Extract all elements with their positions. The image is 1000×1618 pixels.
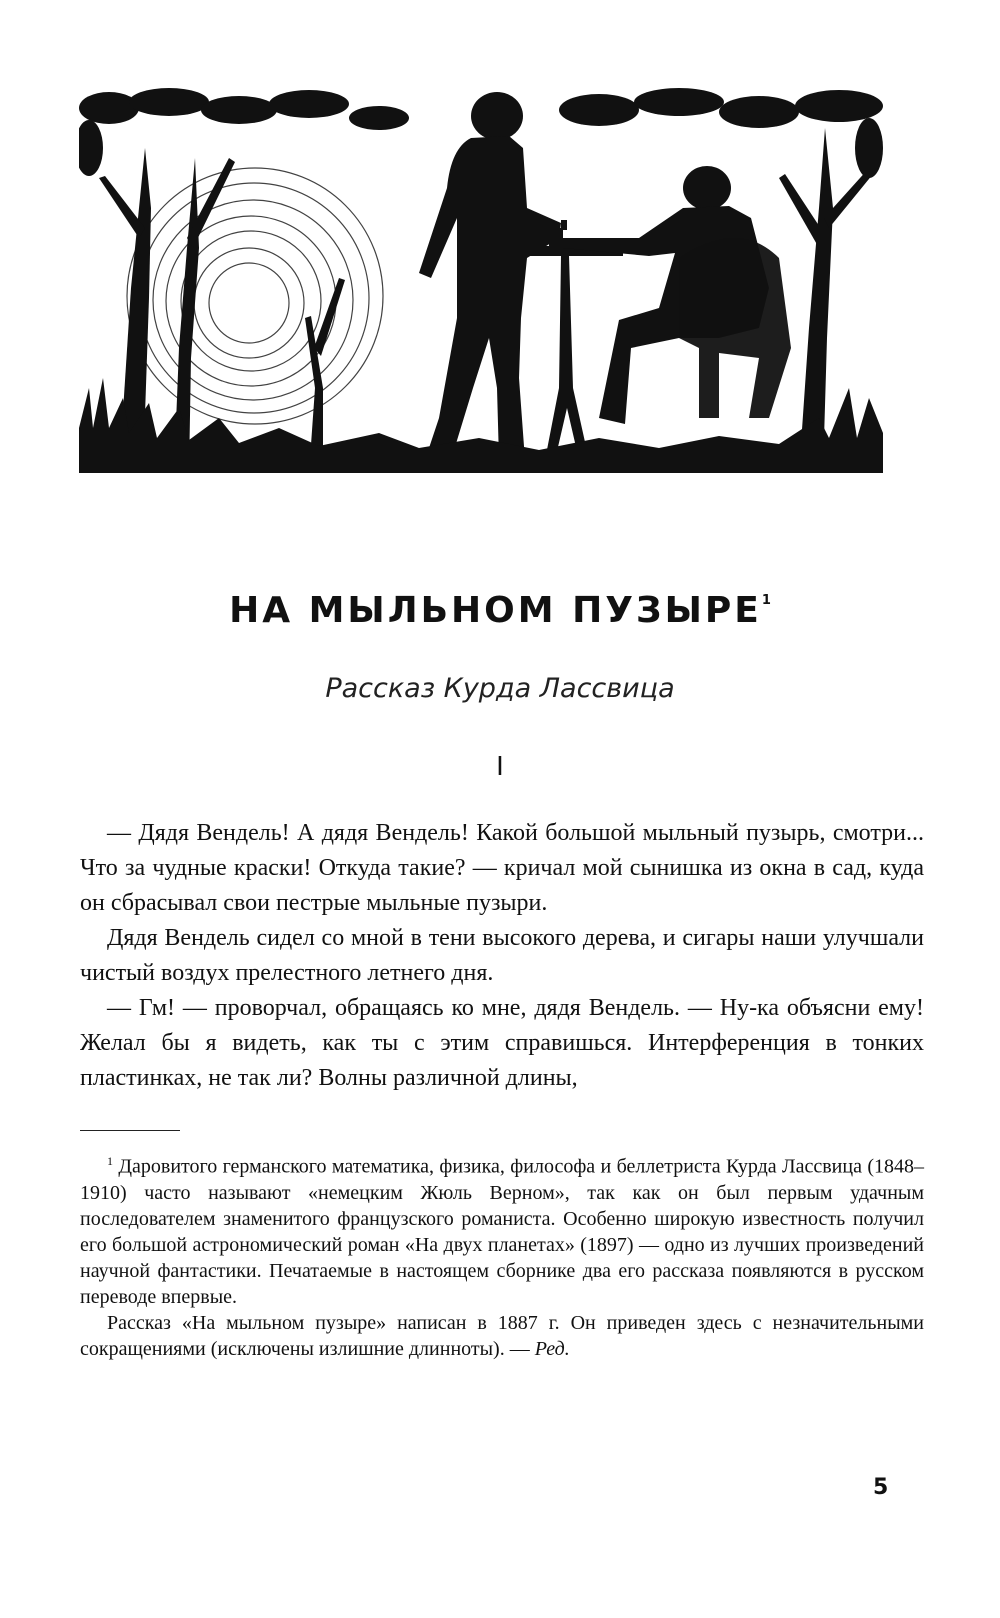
footnote-2-text: Рассказ «На мыльном пузыре» написан в 1887 г. Он приведен здесь с незначительными сокращениями (исключены излишние длинноты). — [80, 1311, 924, 1360]
footnotes [80, 1148, 924, 1362]
footnote-1-text: Даровитого германского математика, физика, философа и беллетриста Курда Лассвица (1848–1910) часто называют «немецким Жюль Верном», так как он был первым удачным последователем знаменитого французского романиста. Особенно широкую известность получил его большой астрономический роман «На двух планетах» (1897) — одно из лучших произведений научной фантастики. Печатаемые в настоящем сборнике два его рассказа появляются в русском переводе впервые. [80, 1155, 925, 1308]
page-number: 5 [873, 1475, 889, 1500]
footnote-marker: 1 [107, 1154, 113, 1168]
chapter-footnote-marker[interactable]: 1 [761, 593, 771, 608]
chapter-title-text: НА МЫЛЬНОМ ПУЗЫРЕ [229, 590, 762, 631]
footnote-1 [80, 1148, 924, 1310]
footnote-divider [80, 1130, 180, 1131]
body-paragraph: — Дядя Вендель! А дядя Вендель! Какой большой мыльный пузырь, смотри... Что за чудные краски! Откуда такие? — кричал мой сынишка из окна в сад, куда он сбрасывал свои пестрые мыльные пузыри. [80, 820, 924, 916]
chapter-subtitle: Рассказ Курда Лассвица [325, 673, 675, 704]
body-paragraph: — Гм! — проворчал, обращаясь ко мне, дядя Вендель. — Ну-ка объясни ему! Желал бы я видеть, как ты с этим справишься. Интерференция в тонких пластинках, не так ли? Волны различной длины, [80, 995, 924, 1091]
section-number: I [496, 752, 504, 782]
body-text [80, 816, 924, 1096]
footnote-2 [80, 1310, 924, 1362]
body-paragraph: Дядя Вендель сидел со мной в тени высокого дерева, и сигары наши улучшали чистый воздух прелестного летнего дня. [80, 925, 924, 986]
chapter-illustration [79, 88, 883, 473]
silhouette-illustration [79, 88, 883, 473]
editor-note: Ред. [534, 1337, 570, 1360]
chapter-title [0, 590, 1000, 631]
